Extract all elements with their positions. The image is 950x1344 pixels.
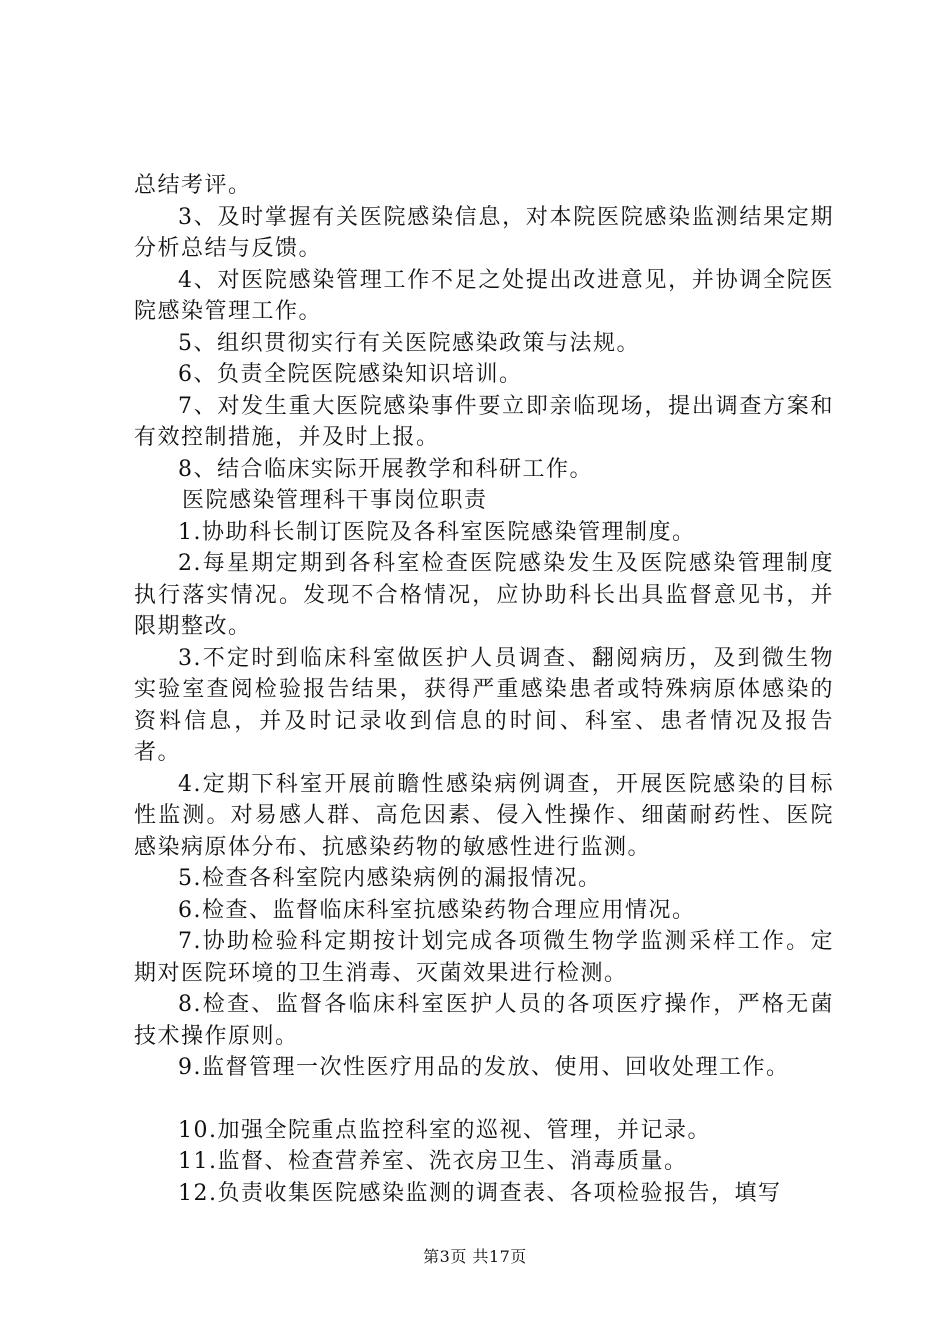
paragraph: 7、对发生重大医院感染事件要立即亲临现场，提出调查方案和有效控制措施，并及时上报。 xyxy=(134,393,834,450)
paragraph: 9.监督管理一次性医疗用品的发放、使用、回收处理工作。 xyxy=(178,1055,790,1080)
paragraph: 12.负责收集医院感染监测的调查表、各项检验报告，填写 xyxy=(178,1180,782,1206)
paragraph: 4、对医院感染管理工作不足之处提出改进意见，并协调全院医院感染管理工作。 xyxy=(134,267,834,324)
paragraph: 7.协助检验科定期按计划完成各项微生物学监测采样工作。定期对医院环境的卫生消毒、灭菌效果进行检测。 xyxy=(134,929,834,986)
paragraph: 8.检查、监督各临床科室医护人员的各项医疗操作，严格无菌技术操作原则。 xyxy=(134,992,834,1049)
paragraph: 总结考评。 xyxy=(134,173,252,198)
paragraph: 6.检查、监督临床科室抗感染药物合理应用情况。 xyxy=(178,897,696,923)
paragraph: 8、结合临床实际开展教学和科研工作。 xyxy=(178,456,593,482)
paragraph: 11.监督、检查营养室、洗衣房卫生、消毒质量。 xyxy=(178,1149,688,1174)
paragraph: 6、负责全院医院感染知识培训。 xyxy=(178,362,523,387)
paragraph: 5、组织贯彻实行有关医院感染政策与法规。 xyxy=(178,330,640,356)
paragraph: 3、及时掌握有关医院感染信息，对本院医院感染监测结果定期分析总结与反馈。 xyxy=(134,204,834,261)
paragraph: 1.协助科长制订医院及各科室医院感染管理制度。 xyxy=(178,519,696,545)
paragraph: 10.加强全院重点监控科室的巡视、管理，并记录。 xyxy=(178,1117,711,1143)
paragraph: 3.不定时到临床科室做医护人员调查、翻阅病历，及到微生物实验室查阅检验报告结果，获得严重感染患者或特殊病原体感染的资料信息，并及时记录收到信息的时间、科室、患者情况及报告者。 xyxy=(134,645,834,765)
document-body xyxy=(134,170,834,1209)
paragraph: 4.定期下科室开展前瞻性感染病例调查，开展医院感染的目标性监测。对易感人群、高危因素、侵入性操作、细菌耐药性、医院感染病原体分布、抗感染药物的敏感性进行监测。 xyxy=(134,771,834,860)
page-footer: 第3页 共17页 xyxy=(423,1247,527,1266)
section-title: 医院感染管理科干事岗位职责 xyxy=(182,488,488,513)
paragraph: 5.检查各科室院内感染病例的漏报情况。 xyxy=(178,866,602,891)
paragraph: 2.每星期定期到各科室检查医院感染发生及医院感染管理制度执行落实情况。发现不合格情况，应协助科长出具监督意见书，并限期整改。 xyxy=(134,551,834,639)
